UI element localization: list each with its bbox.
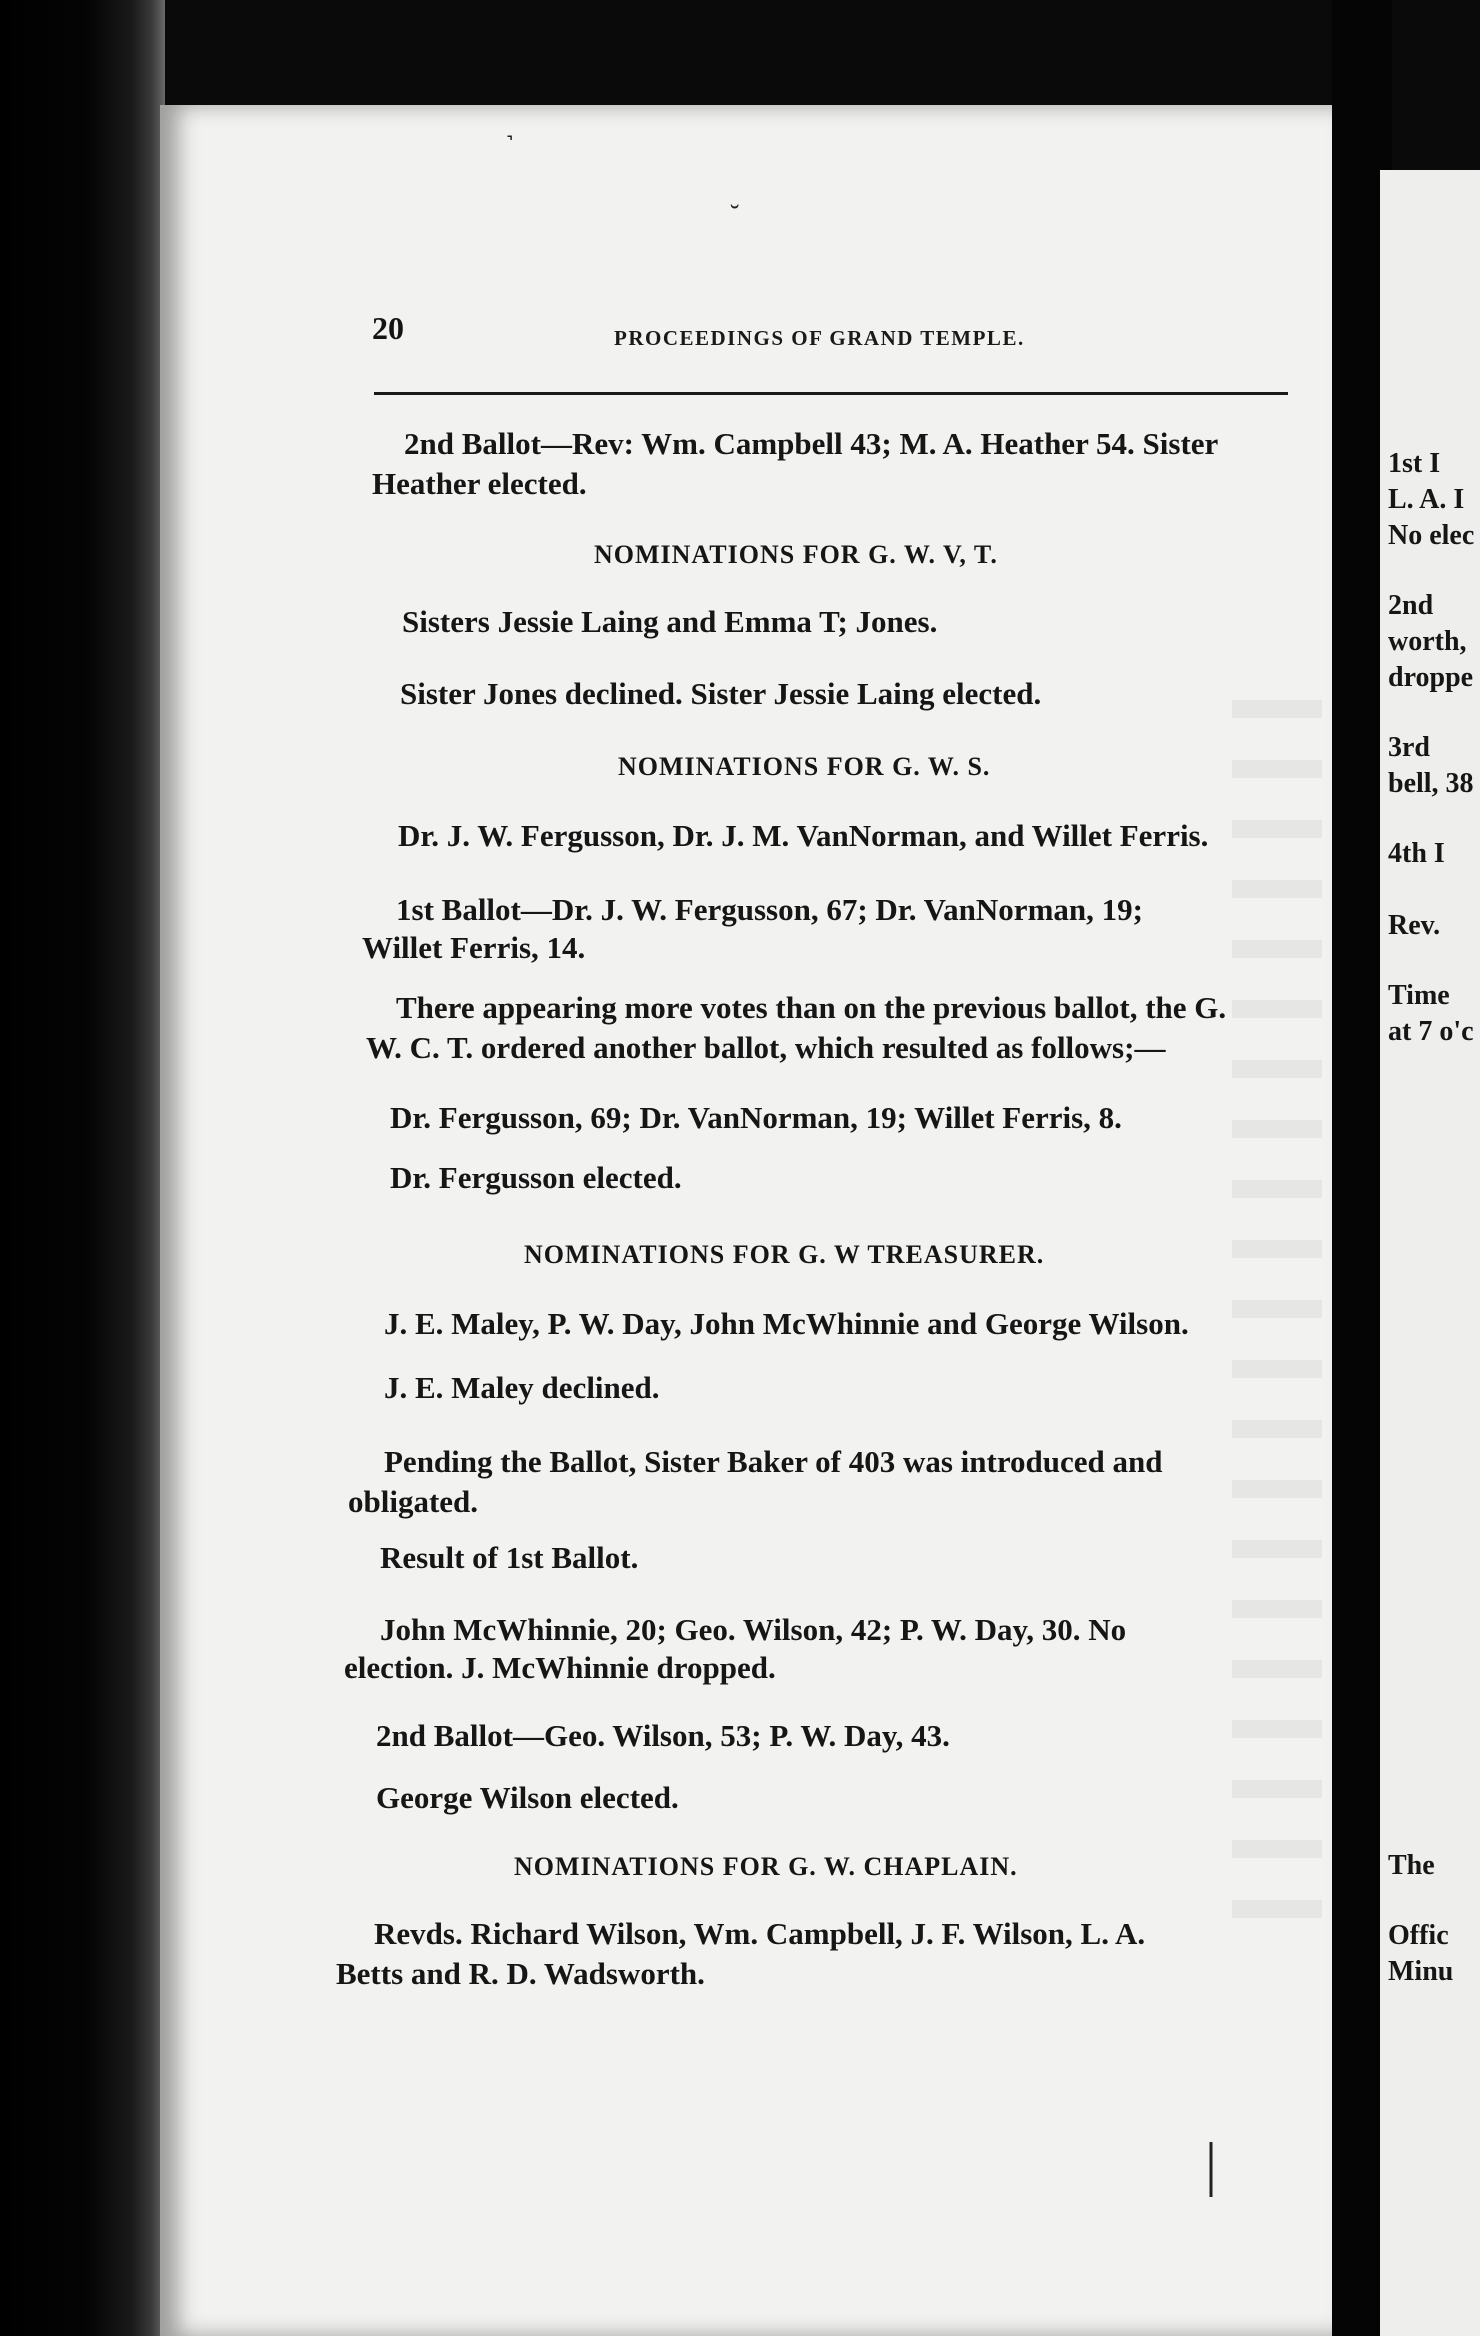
text-line: Dr. J. W. Fergusson, Dr. J. M. VanNorman, and Willet Ferris. xyxy=(398,818,1209,853)
text-line: 2nd Ballot—Rev: Wm. Campbell 43; M. A. Heather 54. Sister xyxy=(404,426,1219,461)
text-line: Revds. Richard Wilson, Wm. Campbell, J. F. Wilson, L. A. xyxy=(374,1916,1146,1951)
text-line: Sisters Jessie Laing and Emma T; Jones. xyxy=(402,604,938,639)
next-page-line: worth, xyxy=(1388,626,1467,657)
text-line: Pending the Ballot, Sister Baker of 403 was introduced and xyxy=(384,1444,1163,1479)
text-line: Dr. Fergusson elected. xyxy=(390,1160,682,1195)
next-page-line: Time xyxy=(1388,980,1450,1011)
next-page-line: Offic xyxy=(1388,1920,1449,1951)
ink-speck: ˘ xyxy=(730,200,740,231)
text-line: There appearing more votes than on the previous ballot, the G. xyxy=(396,990,1227,1025)
next-page-line: 2nd xyxy=(1388,590,1434,621)
header-rule xyxy=(374,392,1288,395)
next-page-line: No elec xyxy=(1388,520,1475,551)
section-heading: NOMINATIONS FOR G. W TREASURER. xyxy=(524,1240,1045,1269)
text-line: Willet Ferris, 14. xyxy=(362,930,586,965)
next-page-line: 1st I xyxy=(1388,448,1441,479)
next-page-line: bell, 38 xyxy=(1388,768,1474,799)
page-number: 20 xyxy=(372,310,404,346)
next-page-line: 3rd xyxy=(1388,732,1430,763)
next-page-line: Rev. xyxy=(1388,910,1441,941)
text-line: Sister Jones declined. Sister Jessie Laing elected. xyxy=(400,676,1042,711)
section-heading: NOMINATIONS FOR G. W. S. xyxy=(618,752,991,781)
running-head: PROCEEDINGS OF GRAND TEMPLE. xyxy=(614,326,1025,350)
text-line: election. J. McWhinnie dropped. xyxy=(344,1650,776,1685)
text-line: J. E. Maley declined. xyxy=(384,1370,660,1405)
text-line: W. C. T. ordered another ballot, which resulted as follows;— xyxy=(366,1030,1166,1065)
next-page-line: at 7 o'c xyxy=(1388,1016,1474,1047)
text-line: Heather elected. xyxy=(372,466,587,501)
text-line: Result of 1st Ballot. xyxy=(380,1540,639,1575)
text-line: 1st Ballot—Dr. J. W. Fergusson, 67; Dr. VanNorman, 19; xyxy=(396,892,1143,927)
next-page-line: The xyxy=(1388,1850,1435,1881)
ink-speck: ˺ xyxy=(505,130,515,161)
text-line: Dr. Fergusson, 69; Dr. VanNorman, 19; Willet Ferris, 8. xyxy=(390,1100,1122,1135)
section-heading: NOMINATIONS FOR G. W. CHAPLAIN. xyxy=(514,1852,1018,1881)
next-page-line: L. A. I xyxy=(1388,484,1465,515)
next-page-line: droppe xyxy=(1388,662,1474,693)
next-page-line: Minu xyxy=(1388,1956,1454,1987)
next-page-line: 4th I xyxy=(1388,838,1445,869)
section-heading: NOMINATIONS FOR G. W. V, T. xyxy=(594,540,998,569)
margin-stroke: | xyxy=(1205,2131,1218,2197)
text-line: J. E. Maley, P. W. Day, John McWhinnie and George Wilson. xyxy=(384,1306,1189,1341)
text-line: 2nd Ballot—Geo. Wilson, 53; P. W. Day, 43. xyxy=(376,1718,950,1753)
text-line: Betts and R. D. Wadsworth. xyxy=(336,1956,705,1991)
text-line: John McWhinnie, 20; Geo. Wilson, 42; P. W. Day, 30. No xyxy=(380,1612,1127,1647)
text-line: George Wilson elected. xyxy=(376,1780,679,1815)
text-line: obligated. xyxy=(348,1484,479,1519)
